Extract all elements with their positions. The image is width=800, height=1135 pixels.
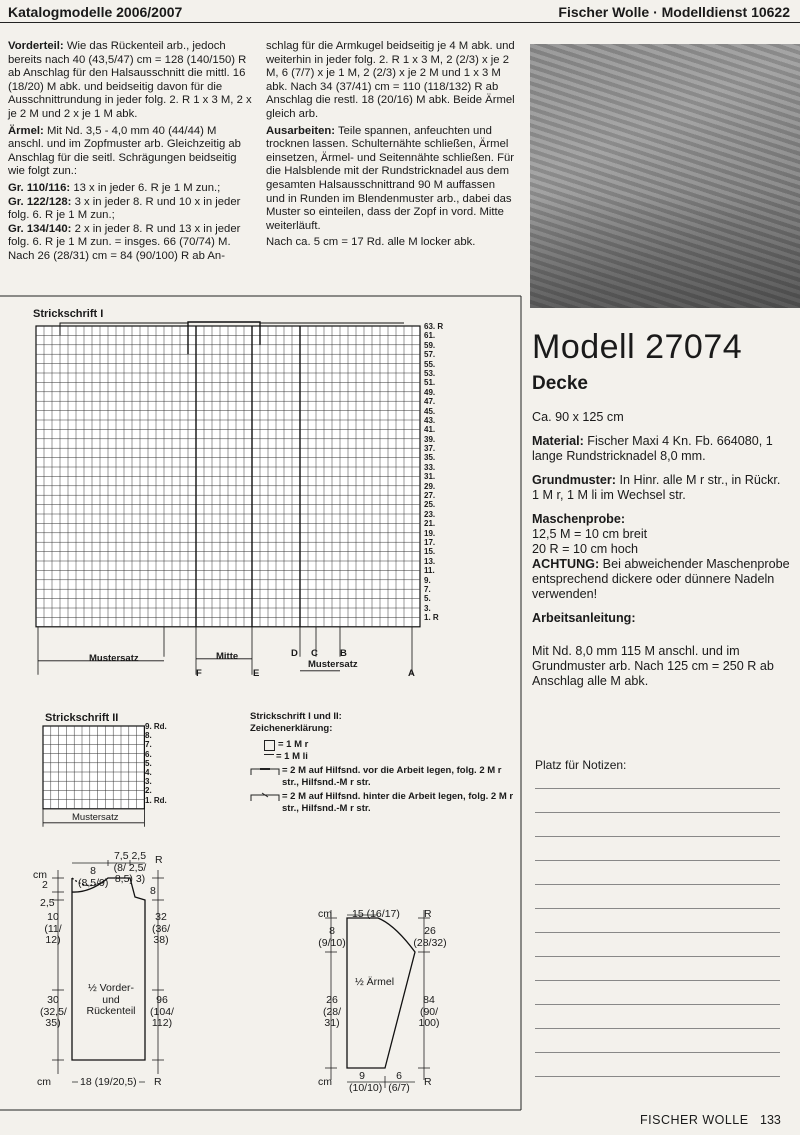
footer-brand: FISCHER WOLLE — [640, 1113, 749, 1127]
achtung-text: Bei abweichender Maschenprobe entsprechend dickere oder dünnere Nadeln verwenden! — [532, 557, 790, 601]
chart-1-row-label: 25. — [424, 500, 436, 510]
marker-f: F — [196, 668, 202, 679]
chart-2-row-label: 9. Rd. — [145, 722, 167, 731]
chart-1-row-label: 9. — [424, 575, 431, 585]
notes-heading: Platz für Notizen: — [535, 758, 627, 772]
size-2-text: 3 x in jeder 8. R und 10 x in jeder folg. 6. R je 1 M zun.; — [8, 195, 241, 222]
notes-line — [535, 860, 780, 861]
marker-e: E — [253, 668, 260, 679]
chart-2-mustersatz: Mustersatz — [72, 812, 119, 823]
body-dim-right-3: 96 (104/ 112) — [150, 994, 174, 1029]
chart-1-row-label: 47. — [424, 397, 436, 407]
chart-1-row-label: 57. — [424, 350, 436, 360]
chart-1-title: Strickschrift I — [33, 308, 104, 320]
chart-1-row-label: 33. — [424, 462, 436, 472]
legend-cable-back-text: = 2 M auf Hilfsnd. hinter die Arbeit legen, folg. 2 M r str., Hilfsnd.-M r str. — [282, 791, 514, 814]
maschenprobe-width: 12,5 M = 10 cm breit — [532, 527, 648, 541]
body-unit-cm-bottom: cm — [37, 1076, 51, 1088]
chart-2-title: Strickschrift II — [45, 712, 119, 724]
model-instructions — [532, 410, 790, 698]
marker-c: C — [311, 648, 318, 659]
chart-2-row-label: 6. — [145, 749, 152, 759]
notes-line — [535, 932, 780, 933]
arbeitsanleitung-text: Mit Nd. 8,0 mm 115 M anschl. und im Grundmuster arb. Nach 125 cm = 250 R ab Anschlag alle M abk. — [532, 644, 774, 688]
notes-line — [535, 788, 780, 789]
chart-1-row-label: 49. — [424, 387, 436, 397]
sleeve-unit-cm-top: cm — [318, 908, 332, 920]
chart-1-row-label: 37. — [424, 444, 436, 454]
body-dim-right-1: 8 — [150, 885, 156, 897]
chart-1-row-label: 55. — [424, 359, 436, 369]
body-unit-r-bottom: R — [154, 1076, 162, 1088]
sleeve-dim-bottom-2: 6 (6/7) — [388, 1070, 410, 1094]
chart-1-row-label: 29. — [424, 481, 436, 491]
achtung-label: ACHTUNG: — [532, 557, 600, 571]
body-unit-r-top: R — [155, 854, 163, 866]
chart-1-row-label: 13. — [424, 556, 436, 566]
blanket-photo — [530, 44, 800, 308]
size-3-label: Gr. 134/140: — [8, 222, 72, 235]
vorderteil-text: Wie das Rückenteil arb., jedoch bereits nach 40 (43,5/47) cm = 128 (140/150) R ab Anschlag für den Halsausschnitt die mittl. 16 (18/20) M abk. und beidseitig davon für die Ausschnittrundung in jeder folg. 2. R 1 x 3 M, 2 x je 2 M und 2 x je 1 M abk. — [8, 40, 252, 120]
mustersatz-left: Mustersatz — [89, 653, 139, 664]
chart-1-row-label: 59. — [424, 340, 436, 350]
notes-line — [535, 908, 780, 909]
chart-1-row-label: 21. — [424, 519, 436, 529]
body-dim-left-3: 10 (11/ 12) — [44, 911, 62, 946]
page-number: 133 — [760, 1113, 781, 1127]
chart-1-row-label: 11. — [424, 566, 435, 576]
size-3-text: 2 x in jeder 8. R und 13 x in jeder folg. 6. R je 1 M zun. = insges. 66 (70/74) M. — [8, 222, 241, 249]
legend-title: Strickschrift I und II: — [250, 711, 342, 722]
chart-2-row-label: 8. — [145, 731, 152, 741]
sleeve-dim-right-2: 84 (90/ 100) — [418, 994, 440, 1029]
notes-line — [535, 836, 780, 837]
sleeve-dim-right-1: 26 (28/32) — [413, 925, 447, 949]
material-label: Material: — [532, 434, 584, 448]
body-dim-top-2: 7,5 2,5 (8/ 2,5/ 8,5) 3) — [113, 850, 147, 885]
sleeve-dim-left-2: 26 (28/ 31) — [322, 994, 342, 1029]
chart-1-row-label: 63. R — [424, 322, 444, 331]
aermel-after-text: Nach 26 (28/31) cm = 84 (90/100) R ab An- — [8, 249, 225, 262]
body-part-label: ½ Vorder- und Rückenteil — [86, 982, 136, 1017]
size-1-text: 13 x in jeder 6. R je 1 M zun.; — [73, 181, 221, 194]
maschenprobe-height: 20 R = 10 cm hoch — [532, 542, 639, 556]
notes-line — [535, 956, 780, 957]
chart-1-row-label: 27. — [424, 491, 436, 501]
sleeve-dim-top: 15 (16/17) — [352, 908, 400, 920]
chart-1-row-label: 19. — [424, 528, 436, 538]
model-title: Modell 27074 — [532, 328, 743, 366]
header-modelldienst: Fischer Wolle · Modelldienst 10622 — [558, 4, 790, 20]
chart-1-row-label: 31. — [424, 472, 436, 482]
marker-a: A — [408, 668, 415, 679]
chart-1-row-label: 51. — [424, 378, 436, 388]
mustersatz-right: Mustersatz — [308, 659, 358, 670]
size-2-label: Gr. 122/128: — [8, 195, 72, 208]
body-dim-bottom: 18 (19/20,5) — [80, 1076, 137, 1088]
chart-2-row-label: 5. — [145, 758, 152, 768]
chart-1-row-label: 53. — [424, 368, 436, 378]
chart-1-row-label: 23. — [424, 509, 436, 519]
chart-2-row-label: 7. — [145, 740, 152, 750]
grundmuster-text: In Hinr. alle M r str., in Rückr. 1 M r, 1 M li im Wechsel str. — [532, 473, 781, 502]
aermel-text: Mit Nd. 3,5 - 4,0 mm 40 (44/44) M anschl. und im Zopfmuster arb. Gleichzeitig ab Anschlag für die seitl. Schrägungen beidseitig wie folgt zun.: — [8, 124, 241, 178]
arbeitsanleitung-label: Arbeitsanleitung: — [532, 611, 636, 625]
chart-1-row-label: 3. — [424, 603, 431, 613]
model-size: Ca. 90 x 125 cm — [532, 410, 624, 424]
chart-1-row-label: 43. — [424, 415, 436, 425]
chart-2-row-label: 1. Rd. — [145, 795, 167, 805]
chart-1-row-label: 39. — [424, 434, 436, 444]
sleeve-unit-r-bottom: R — [424, 1076, 432, 1088]
legend-subtitle: Zeichenerklärung: — [250, 723, 333, 734]
chart-2-row-label: 3. — [145, 777, 152, 787]
grundmuster-label: Grundmuster: — [532, 473, 616, 487]
notes-line — [535, 1076, 780, 1077]
sleeve-unit-cm-bottom: cm — [318, 1076, 332, 1088]
body-dim-left-4: 30 (32,5/ 35) — [40, 994, 67, 1029]
chart-mitte-label: Mitte — [216, 651, 239, 662]
chart-1-row-label: 17. — [424, 537, 436, 547]
header-catalog: Katalogmodelle 2006/2007 — [8, 4, 183, 20]
chart-2-row-label: 4. — [145, 767, 152, 777]
notes-line — [535, 980, 780, 981]
notes-line — [535, 1028, 780, 1029]
chart-1-row-label: 15. — [424, 547, 436, 557]
ausarbeiten-text: Teile spannen, anfeuchten und trocknen lassen. Schulternähte schließen, Ärmel einsetzen, Ärmel- und Seitennähte schließen. Für die Halsblende mit der Rundstricknadel aus dem gesamten Halsausschnittrand 90 M auffassen und in Runden im Blendenmuster arb., dabei das Muster so einteilen, dass der Zopf in vord. Mitte weiterläuft. — [266, 124, 515, 232]
chart-2-row-label: 2. — [145, 786, 152, 796]
body-dim-left-1: 2 — [42, 879, 48, 891]
sleeve-unit-r-top: R — [424, 908, 432, 920]
sleeve-dim-bottom-1: 9 (10/10) — [349, 1070, 383, 1094]
chart-1-row-label: 61. — [424, 331, 436, 341]
material-text: Fischer Maxi 4 Kn. Fb. 664080, 1 lange Rundstricknadel 8,0 mm. — [532, 434, 773, 463]
body-dim-right-2: 32 (36/ 38) — [151, 911, 171, 946]
marker-d: D — [291, 648, 298, 659]
model-subtitle: Decke — [532, 373, 588, 394]
chart-1-row-label: 41. — [424, 425, 436, 435]
sleeve-dim-left-1: 8 (9/10) — [318, 925, 346, 949]
chart-1-row-label: 45. — [424, 406, 436, 416]
chart-1-row-label: 35. — [424, 453, 436, 463]
notes-line — [535, 1052, 780, 1053]
aermel-label: Ärmel: — [8, 124, 44, 137]
body-unit-cm-top: cm — [33, 869, 47, 881]
vorderteil-label: Vorderteil: — [8, 40, 64, 52]
ausarbeiten-label: Ausarbeiten: — [266, 124, 336, 137]
chart-1-row-label: 7. — [424, 584, 431, 594]
notes-line — [535, 1004, 780, 1005]
maschenprobe-label: Maschenprobe: — [532, 512, 626, 526]
halsblende-end-text: Nach ca. 5 cm = 17 Rd. alle M locker abk. — [266, 236, 476, 249]
sleeve-part-label: ½ Ärmel — [355, 976, 395, 988]
legend-cable-front-text: = 2 M auf Hilfsnd. vor die Arbeit legen, folg. 2 M r str., Hilfsnd.-M r str. — [282, 765, 502, 788]
legend-purl-text: = 1 M li — [276, 751, 308, 762]
notes-line — [535, 812, 780, 813]
marker-b: B — [340, 648, 347, 659]
notes-line — [535, 884, 780, 885]
armkugel-text: schlag für die Armkugel beidseitig je 4 M abk. und weiterhin in jeder folg. 2. R 1 x 3 M, 2 (2/3) x je 2 M, 6 (7/7) x je 1 M, 2 (2/3) x je 2 M und 1 x 3 M abk. Nach 34 (37/41) cm = 110 (118/132) R ab Anschlag die restl. 18 (20/16) M abk. Beide Ärmel gleich arb. — [266, 40, 515, 120]
chart-1-row-label: 5. — [424, 594, 431, 604]
body-dim-left-2: 2,5 — [40, 897, 55, 909]
body-dim-top-1: 8 (8,5/9) — [78, 865, 109, 889]
size-1-label: Gr. 110/116: — [8, 181, 71, 194]
chart-1-row-label: 1. R — [424, 613, 439, 623]
legend-knit-text: = 1 M r — [278, 739, 309, 750]
